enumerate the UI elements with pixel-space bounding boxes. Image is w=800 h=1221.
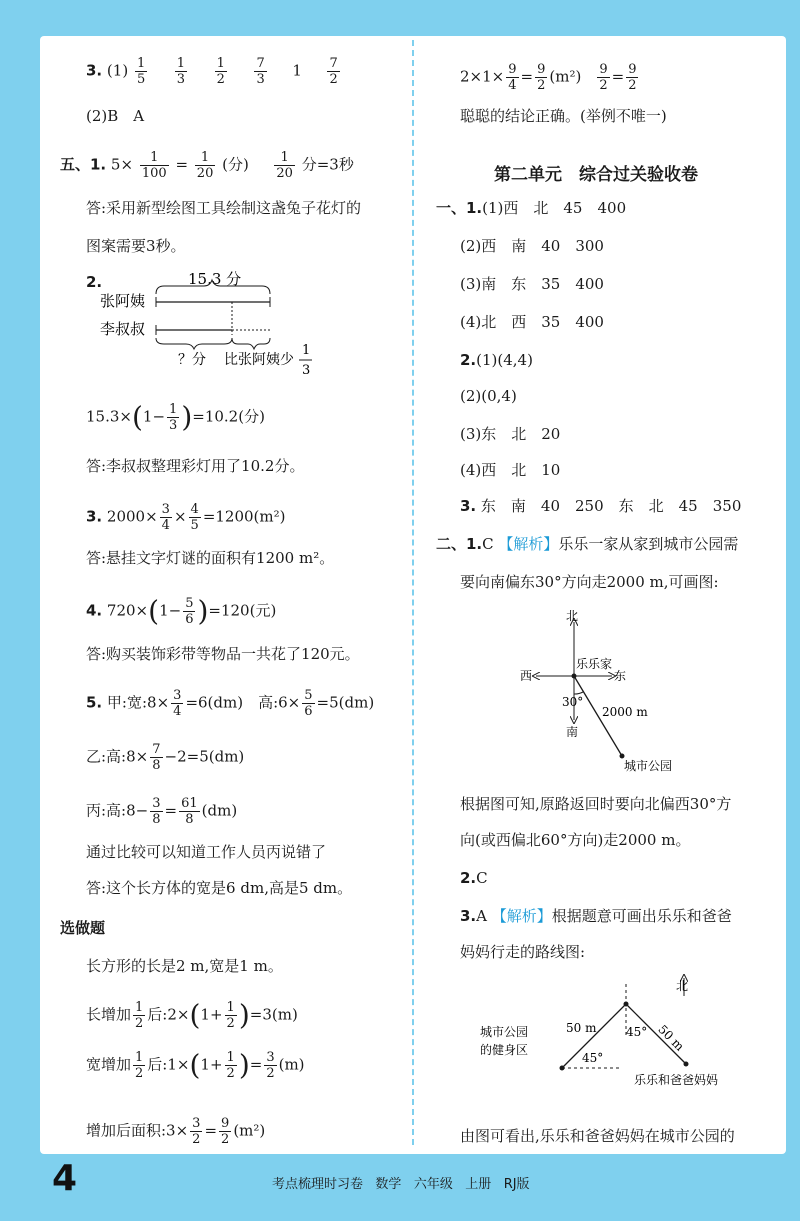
s1-l1-text: (1)西 北 45 400 (482, 199, 627, 217)
q3b-answer: 答:悬挂文字灯谜的面积有1200 m²。 (86, 549, 335, 567)
opt-l3-r: = (249, 1055, 263, 1074)
map1-home-label: 乐乐家 (576, 657, 613, 671)
s2-q3-text2: 妈妈行走的路线图: (460, 943, 586, 961)
s1-q3-label: 3. (460, 497, 477, 515)
s2-q1-text1: 乐乐一家从家到城市公园需 (558, 535, 739, 553)
s1-q1-l2: (2)西 南 40 300 (460, 237, 604, 255)
q3-answer (86, 56, 342, 87)
s1-q2-l3: (3)东 北 20 (460, 425, 561, 443)
s5-answer-1: 答:采用新型绘图工具绘制这盏兔子花灯的 (86, 199, 362, 217)
diagram-li-label: 李叔叔 (100, 320, 146, 338)
q5-answer: 答:这个长方体的宽是6 dm,高是5 dm。 (86, 879, 353, 897)
map1-east-label: 东 (614, 669, 627, 683)
q3-frac-2: $\frac{1}{3}$ (176, 56, 186, 87)
footer-grade: 六年级 (413, 1177, 453, 1192)
family-point (684, 1062, 689, 1067)
top-a: 2×1× (460, 67, 505, 86)
s1-q2-label: 2. (460, 351, 477, 369)
q2-frac: $\frac{1}{3}$ (169, 402, 178, 433)
map2-distance-1: 50 m (566, 1021, 597, 1035)
q2-answer: 答:李叔叔整理彩灯用了10.2分。 (86, 457, 305, 475)
map1-south-label: 南 (566, 725, 579, 739)
s1-q2-l1-text: (1)(4,4) (476, 351, 533, 369)
diagram-frac-num: 1 (302, 343, 311, 358)
q3b-a: 2000× (106, 507, 158, 526)
q5-bing-a: 丙:高:8− (86, 801, 149, 820)
s2-label: 二、1. (436, 535, 483, 553)
diagram-total-label: 15.3 分 (188, 270, 242, 288)
gym-point (560, 1066, 565, 1071)
optional-line-2: 长增加 $\frac{1}{2}$ 后:2×(1+ $\frac{1}{2}$ )=3(m) (86, 998, 298, 1032)
s2-q1 (436, 534, 738, 554)
s2-q1-answer: C (482, 535, 494, 553)
optional-line-4 (86, 1116, 265, 1147)
top-frac-2: $\frac{9}{2}$ (537, 62, 546, 93)
analysis-tag-2: 【解析】 (491, 907, 552, 925)
opt-l2-half: $\frac{1}{2}$ (135, 1000, 144, 1031)
page-number: 4 (52, 1158, 78, 1199)
opt-l2-a: 长增加 (86, 1005, 132, 1024)
q5-note: 通过比较可以知道工作人员丙说错了 (86, 843, 327, 861)
q3-one: 1 (292, 61, 302, 80)
s1-q3-text: 东 南 40 250 东 北 45 350 (480, 497, 742, 515)
s5-unit: (分) (222, 155, 249, 174)
home-point (572, 674, 577, 679)
opt-l3-a: 宽增加 (86, 1055, 132, 1074)
opt-l3-one: 1+ (200, 1055, 223, 1074)
top-eq2: = (611, 67, 625, 86)
q4-a: 720× (106, 601, 149, 620)
opt-l3-half: $\frac{1}{2}$ (135, 1050, 144, 1081)
optional-line-3: 宽增加 $\frac{1}{2}$ 后:1×(1+ $\frac{1}{2}$ )= $\frac{3}{2}$ (m) (86, 1048, 305, 1082)
analysis-tag: 【解析】 (498, 535, 559, 553)
q5-bing-eq: = (164, 801, 178, 820)
opt-l4-frac-2: $\frac{9}{2}$ (221, 1116, 230, 1147)
map2-park-label-1: 城市公园 (480, 1025, 529, 1039)
q3b-result: =1200(m²) (202, 507, 286, 526)
opt-l2-one: 1+ (200, 1005, 223, 1024)
q2-label: 2. (86, 273, 103, 291)
s2-q3-text1: 根据题意可画出乐乐和爸爸 (551, 907, 732, 925)
opt-l2-r: =3(m) (249, 1005, 298, 1024)
s5-frac-1: $\frac{1}{100}$ (141, 150, 167, 181)
footer-edition: RJ版 (503, 1177, 530, 1192)
s2-q2-label: 2. (460, 869, 477, 887)
map1-west-label: 西 (520, 669, 533, 683)
top-unit: (m²) (549, 67, 582, 86)
footer-term: 上册 (465, 1177, 492, 1192)
q5-jia-frac-2: $\frac{5}{6}$ (304, 688, 313, 719)
opt-l3-unit: (m) (278, 1055, 305, 1074)
s1-q2-l1 (460, 350, 533, 370)
opt-l4-frac-1: $\frac{3}{2}$ (192, 1116, 201, 1147)
s5-label: 五、1. (60, 155, 107, 174)
segment-diagram (90, 268, 390, 380)
q5-bing (86, 796, 237, 827)
opt-l3-frac: $\frac{3}{2}$ (266, 1050, 275, 1081)
q4-frac: $\frac{5}{6}$ (185, 596, 194, 627)
q5-bing-frac-2: $\frac{61}{8}$ (181, 796, 198, 827)
q5-yi-frac: $\frac{7}{8}$ (152, 742, 161, 773)
s5-frac-2: $\frac{1}{20}$ (196, 150, 214, 181)
top-eq: = (520, 67, 534, 86)
map2-north-label: 北 (676, 979, 689, 993)
q5-jia-a: 甲:宽:8× (106, 693, 170, 712)
q3b-x: × (173, 507, 187, 526)
q5-jia-frac: $\frac{3}{4}$ (173, 688, 182, 719)
s5-answer-2: 图案需要3秒。 (86, 237, 186, 255)
q4-one: 1− (159, 601, 182, 620)
q3b-frac-2: $\frac{4}{5}$ (190, 502, 199, 533)
q3b-label: 3. (86, 507, 103, 526)
s2-q1-text2: 要向南偏东30°方向走2000 m,可画图: (460, 573, 719, 591)
opt-l2-b: 后:2× (147, 1005, 190, 1024)
q3-frac-3: $\frac{1}{2}$ (216, 56, 225, 87)
top-frac-1: $\frac{9}{4}$ (508, 62, 517, 93)
map2-family-label: 乐乐和爸爸妈妈 (634, 1073, 719, 1087)
diagram-zhang-label: 张阿姨 (100, 292, 146, 310)
s1-q1-l4: (4)北 西 35 400 (460, 313, 604, 331)
compass-map-1 (516, 608, 696, 778)
angle-arc (574, 692, 583, 694)
unknown-brace (156, 338, 232, 349)
top-frac-4: $\frac{9}{2}$ (628, 62, 637, 93)
s5-expr-a: 5× (110, 155, 134, 174)
s2-q2 (460, 868, 488, 888)
map2-park-label-2: 的健身区 (480, 1043, 529, 1057)
s5-tail: 分=3秒 (301, 155, 354, 174)
less-brace (232, 338, 270, 349)
map2-angle-2: 45° (626, 1025, 648, 1039)
diagram-unknown-label: ？分 (178, 352, 206, 368)
s1-q3 (460, 496, 741, 516)
q3b-expr (86, 502, 286, 533)
map1-park-label: 城市公园 (624, 759, 673, 773)
q2-result: =10.2(分) (192, 407, 265, 426)
footer-book: 考点梳理时习卷 (272, 1177, 364, 1192)
s1-label: 一、1. (436, 199, 483, 217)
q2-expr: 15.3×(1− $\frac{1}{3}$ )=10.2(分) (86, 400, 265, 434)
s2-q3-text3: 由图可看出,乐乐和爸爸妈妈在城市公园的 (460, 1127, 735, 1145)
q3-frac-5: $\frac{7}{2}$ (329, 56, 338, 87)
opt-l2-half-2: $\frac{1}{2}$ (226, 1000, 235, 1031)
s2-q1-text3: 根据图可知,原路返回时要向北偏西30°方 (460, 795, 732, 813)
s1-q2-l4: (4)西 北 10 (460, 461, 561, 479)
map1-angle-label: 30° (562, 695, 584, 709)
q5-bing-r: (dm) (201, 801, 238, 820)
footer-subject: 数学 (375, 1177, 402, 1192)
top-expr (460, 62, 640, 93)
q3-part1: (1) (106, 61, 129, 80)
map1-north-label: 北 (566, 609, 579, 623)
q5-label: 5. (86, 693, 103, 712)
diagram-less-label: 比张阿姨少 (224, 352, 294, 368)
q5-jia-r2: =5(dm) (316, 693, 375, 712)
s2-q2-answer: C (476, 869, 488, 887)
q4-expr: 4. 720×(1− $\frac{5}{6}$ )=120(元) (86, 594, 277, 628)
s1-q1-l3: (3)南 东 35 400 (460, 275, 604, 293)
s5-eq: = (175, 155, 189, 174)
q2-expr-a: 15.3× (86, 407, 132, 426)
opt-l3-b: 后:1× (147, 1055, 190, 1074)
s2-q3-label: 3. (460, 907, 477, 925)
q3b-frac-1: $\frac{3}{4}$ (161, 502, 170, 533)
column-divider (412, 40, 414, 1145)
s5-q1-expr (60, 150, 354, 181)
s2-q1-text4: 向(或西偏北60°方向)走2000 m。 (460, 831, 691, 849)
q5-jia (86, 688, 374, 719)
opt-l4-a: 增加后面积:3× (86, 1121, 189, 1140)
opt-l3-half-2: $\frac{1}{2}$ (226, 1050, 235, 1081)
q3-frac-1: $\frac{1}{5}$ (136, 56, 146, 87)
s1-q2-l2: (2)(0,4) (460, 387, 517, 405)
q5-bing-frac: $\frac{3}{8}$ (152, 796, 161, 827)
optional-line-1: 长方形的长是2 m,宽是1 m。 (86, 957, 283, 975)
s5-frac-3: $\frac{1}{20}$ (276, 150, 293, 181)
top-frac-3: $\frac{9}{2}$ (599, 62, 608, 93)
q4-result: =120(元) (208, 601, 277, 620)
map2-distance-2: 50 m (655, 1022, 687, 1054)
q2-one: 1− (142, 407, 166, 426)
opt-l4-unit: (m²) (233, 1121, 266, 1140)
park-point (620, 754, 625, 759)
unit-title: 第二单元 综合过关验收卷 (494, 165, 698, 185)
top-conclusion: 聪聪的结论正确。(举例不唯一) (460, 107, 667, 125)
turn-point (624, 1002, 629, 1007)
q4-label: 4. (86, 601, 103, 620)
map1-distance-label: 2000 m (602, 705, 648, 719)
q3-label: 3. (86, 61, 103, 80)
q5-yi-a: 乙:高:8× (86, 747, 149, 766)
map2-angle-1: 45° (582, 1051, 604, 1065)
q5-yi (86, 742, 244, 773)
compass-map-2 (470, 974, 750, 1094)
q5-jia-r: =6(dm) 高:6× (185, 693, 301, 712)
footer-info (272, 1173, 530, 1192)
s2-q3-answer: A (476, 907, 487, 925)
q3-part2: (2)B A (86, 107, 145, 125)
optional-title: 选做题 (60, 919, 106, 937)
s1-q1-l1 (436, 198, 626, 218)
diagram-frac-den: 3 (302, 363, 311, 378)
q5-yi-r: −2=5(dm) (164, 747, 245, 766)
s2-q3 (460, 906, 732, 926)
opt-l4-eq: = (204, 1121, 218, 1140)
q4-answer: 答:购买装饰彩带等物品一共花了120元。 (86, 645, 360, 663)
q3-frac-4: $\frac{7}{3}$ (256, 56, 265, 87)
